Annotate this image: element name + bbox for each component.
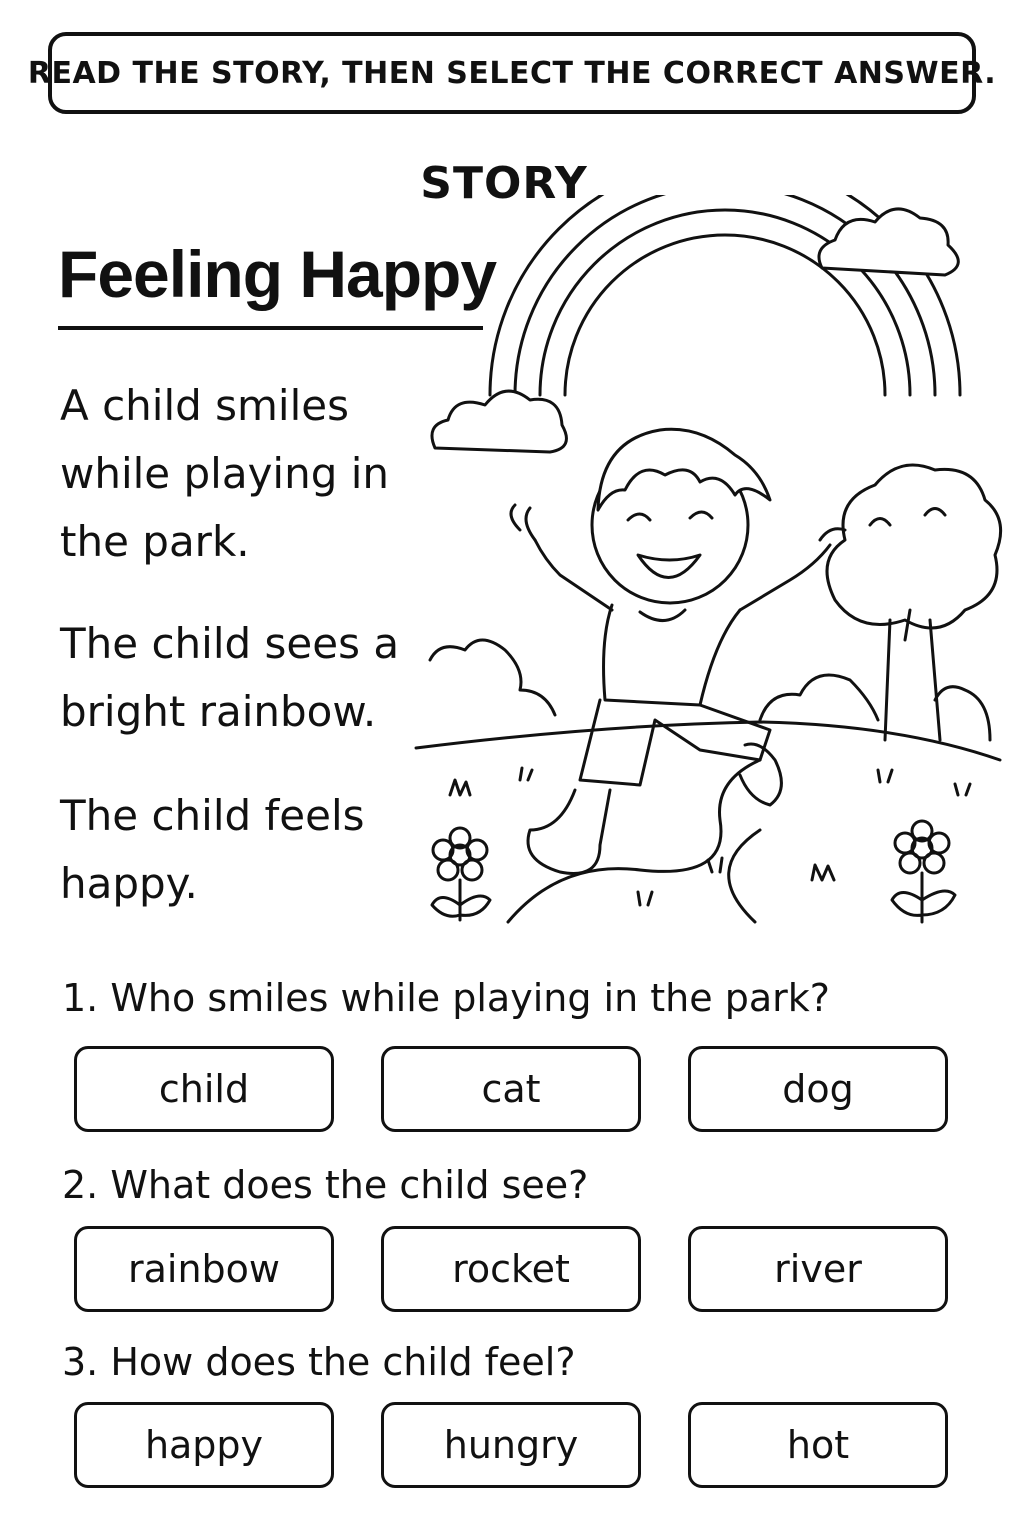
story-paragraph-3: The child feels happy.	[60, 791, 365, 908]
story-illustration	[410, 195, 1010, 935]
answer-option-happy[interactable]: happy	[74, 1402, 334, 1488]
answer-row-1	[74, 1046, 950, 1132]
answer-row-2	[74, 1226, 950, 1312]
child-drawing	[511, 429, 845, 873]
answer-row-3	[74, 1402, 950, 1488]
flower-left	[432, 828, 490, 920]
instruction-text: READ THE STORY, THEN SELECT THE CORRECT ANSWER.	[27, 55, 997, 91]
story-paragraph-1: A child smiles while playing in the park.	[60, 381, 390, 566]
answer-option-rocket[interactable]: rocket	[381, 1226, 641, 1312]
answer-option-child[interactable]: child	[74, 1046, 334, 1132]
answer-option-hot[interactable]: hot	[688, 1402, 948, 1488]
cloud-left	[432, 391, 566, 452]
flower-right	[892, 821, 955, 922]
question-1: 1. Who smiles while playing in the park?	[62, 976, 830, 1020]
answer-option-rainbow[interactable]: rainbow	[74, 1226, 334, 1312]
bush-left	[430, 640, 555, 715]
bush-right	[760, 675, 878, 720]
instruction-box	[27, 32, 997, 114]
hill-line	[416, 722, 1000, 760]
story-title: Feeling Happy	[58, 237, 497, 311]
answer-option-cat[interactable]: cat	[381, 1046, 641, 1132]
question-2: 2. What does the child see?	[62, 1163, 589, 1207]
bush-far-right	[935, 687, 990, 740]
answer-option-dog[interactable]: dog	[688, 1046, 948, 1132]
answer-option-river[interactable]: river	[688, 1226, 948, 1312]
question-3: 3. How does the child feel?	[62, 1340, 576, 1384]
answer-option-hungry[interactable]: hungry	[381, 1402, 641, 1488]
section-label: STORY	[420, 158, 588, 209]
tree-drawing	[827, 465, 1001, 740]
story-paragraph-2: The child sees a bright rainbow.	[60, 619, 400, 736]
